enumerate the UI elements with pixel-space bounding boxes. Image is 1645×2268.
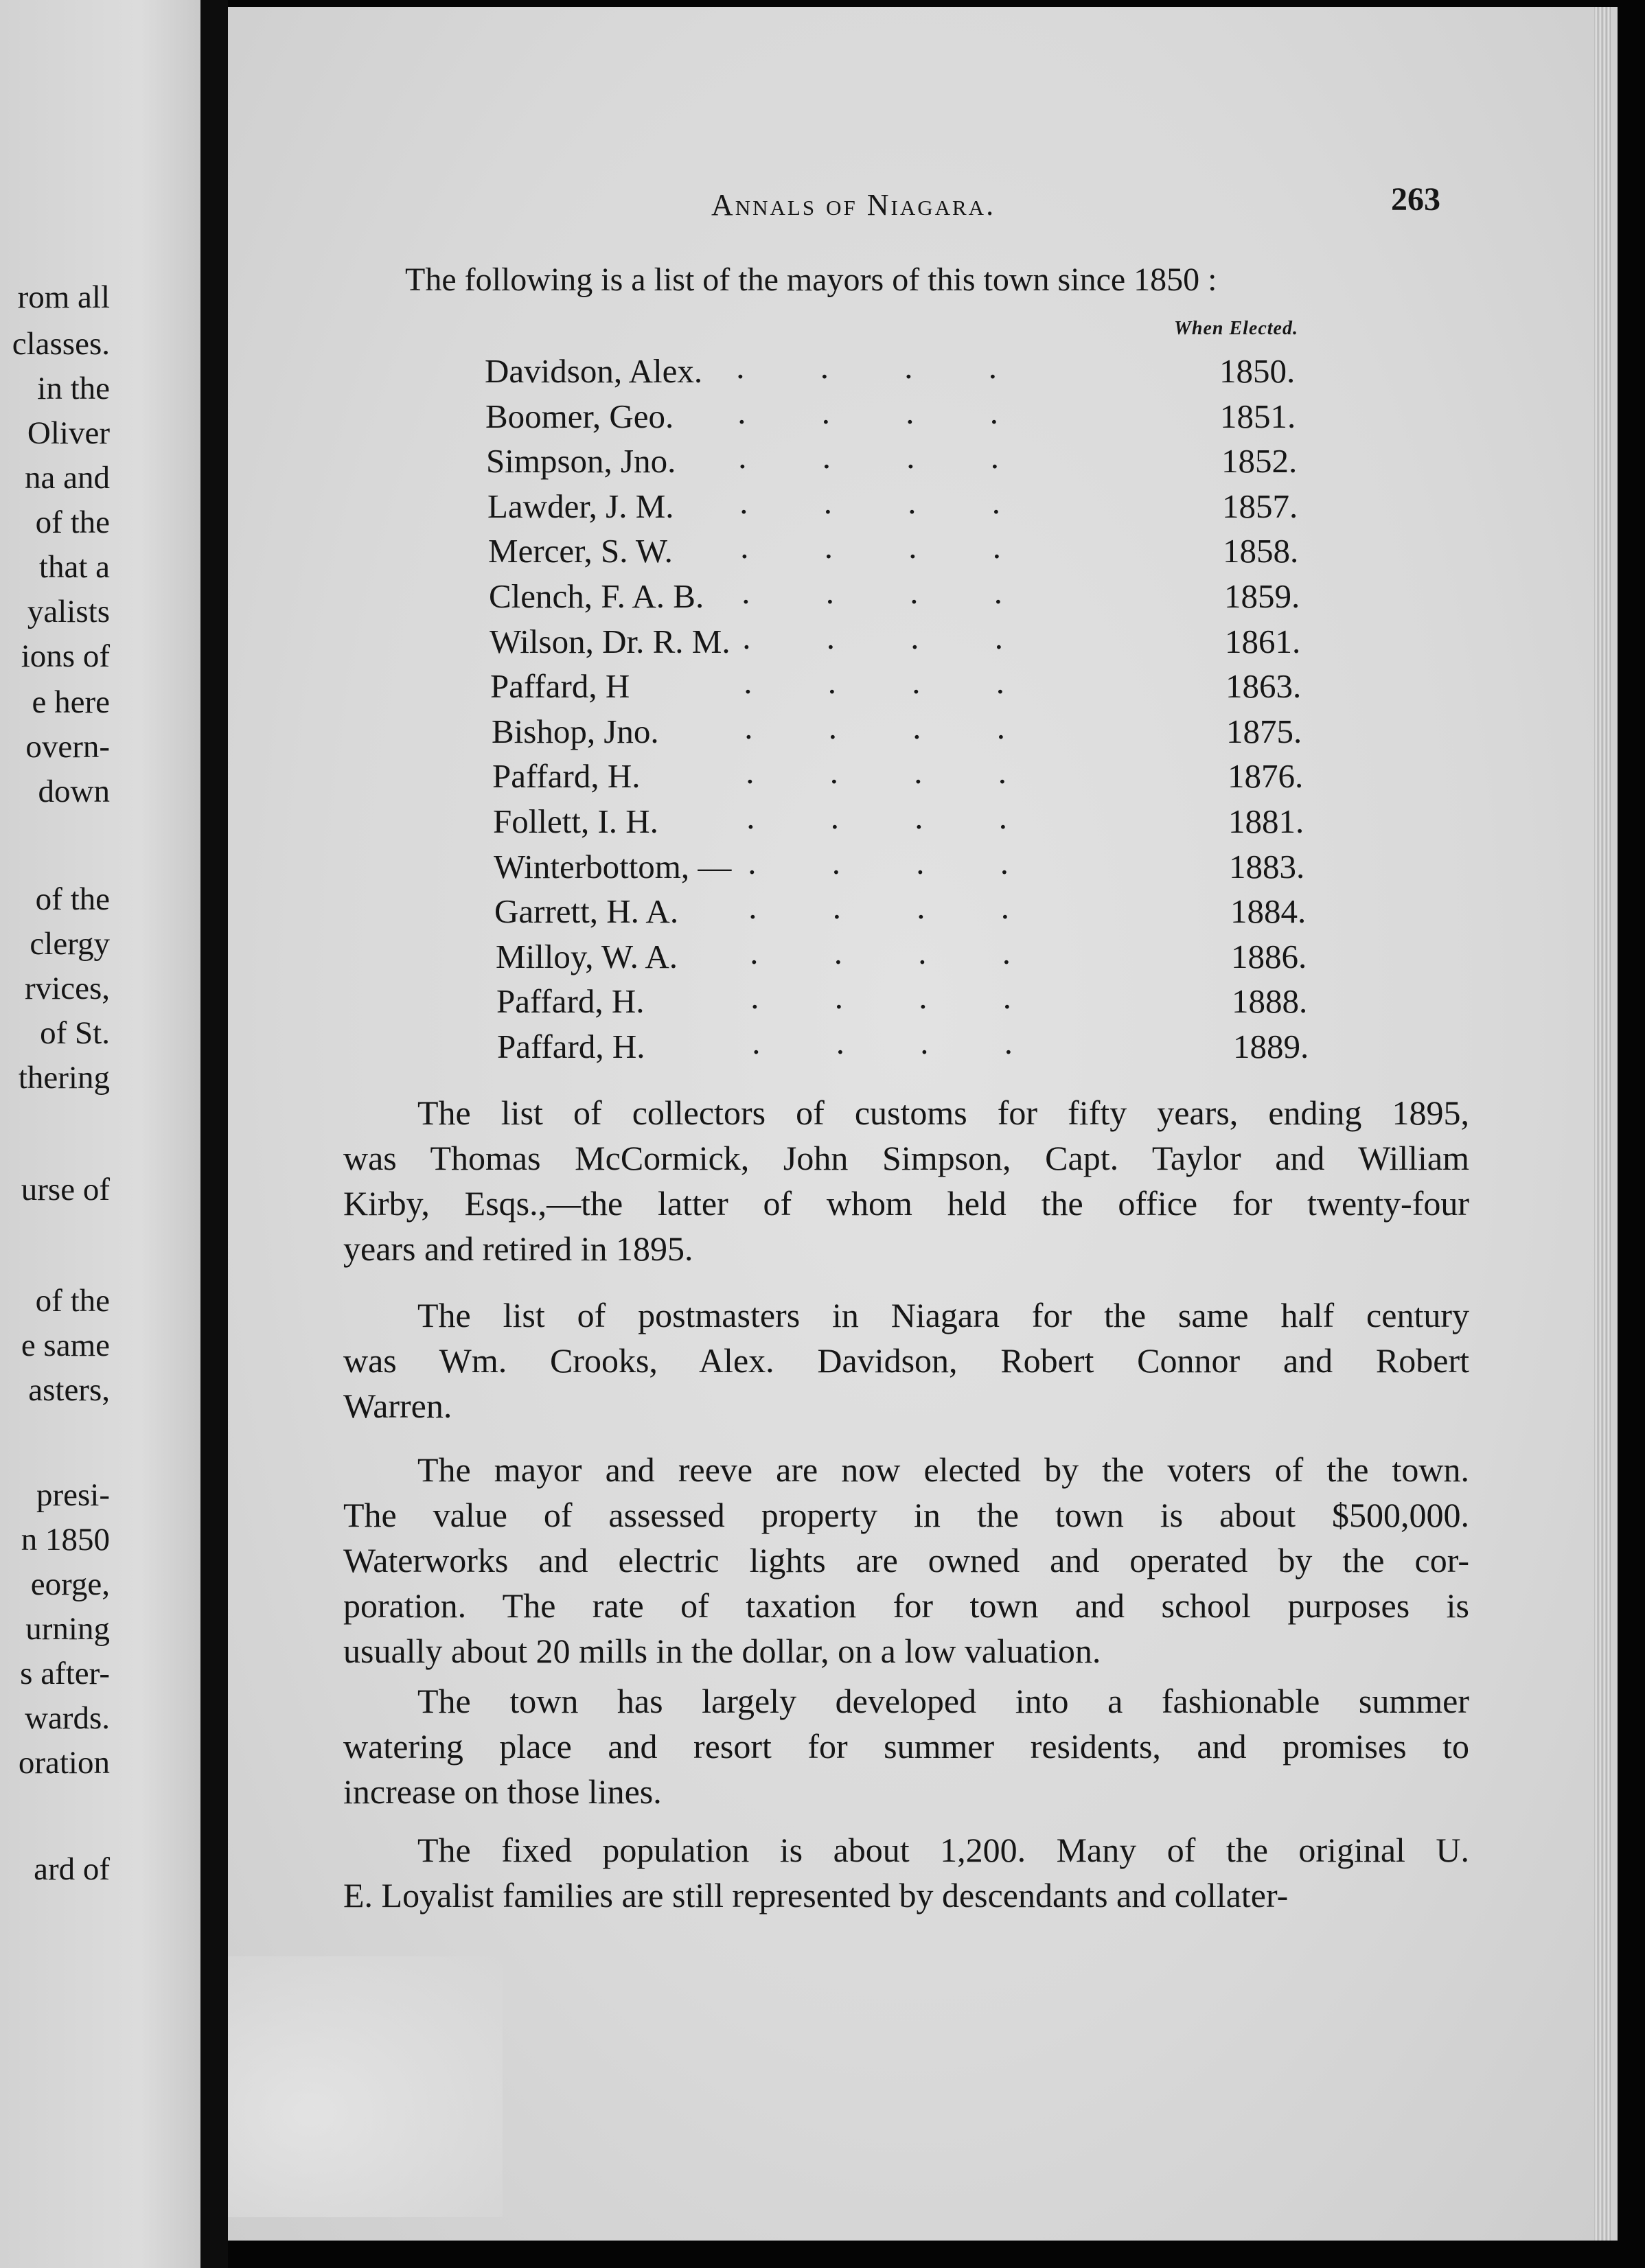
mayor-row xyxy=(0,528,1645,577)
mayor-name: Simpson, Jno. xyxy=(486,442,676,480)
text-line: increase on those lines. xyxy=(343,1772,662,1811)
mayor-row xyxy=(0,348,1645,397)
mayor-name: Davidson, Alex. xyxy=(485,352,703,390)
facing-page-line: wards. xyxy=(25,1700,110,1736)
paragraph xyxy=(343,1293,1469,1428)
dot-leaders: . . . . xyxy=(733,573,1002,611)
year-elected: 1859. xyxy=(1224,577,1300,615)
dot-leaders: . . . . xyxy=(741,934,1011,971)
year-elected: 1857. xyxy=(1222,487,1298,525)
text-line: The list of postmasters in Niagara for the same half century xyxy=(417,1296,1469,1334)
text-line: The fixed population is about 1,200. Many of the original U. xyxy=(417,1831,1469,1869)
facing-page-line: yalists xyxy=(27,594,110,629)
mayor-row xyxy=(0,393,1645,442)
mayor-name: Follett, I. H. xyxy=(493,802,658,840)
text-line: The mayor and reeve are now elected by the voters of the town. xyxy=(417,1450,1469,1489)
facing-page-line: na and xyxy=(25,460,110,496)
dot-leaders: . . . . xyxy=(729,393,998,431)
page-edge xyxy=(1611,7,1618,2241)
text-line: The value of assessed property in the town is about $500,000. xyxy=(343,1496,1469,1534)
mayor-row xyxy=(0,708,1645,757)
mayor-name: Mercer, S. W. xyxy=(488,532,673,570)
facing-page-line: e here xyxy=(32,684,110,720)
year-elected: 1883. xyxy=(1229,848,1305,886)
dot-leaders: . . . . xyxy=(738,798,1007,836)
mayor-row xyxy=(0,438,1645,487)
facing-page-line: presi- xyxy=(36,1477,110,1513)
mayor-name: Paffard, H xyxy=(490,667,630,705)
dot-leaders: . . . . xyxy=(730,438,999,476)
when-elected-heading: When Elected. xyxy=(1174,318,1298,339)
running-head: Annals of Niagara. xyxy=(711,188,996,222)
mayor-name: Paffard, H. xyxy=(492,757,641,795)
mayor-row xyxy=(0,618,1645,667)
mayor-row xyxy=(0,663,1645,712)
mayor-row xyxy=(0,934,1645,982)
year-elected: 1889. xyxy=(1233,1028,1309,1065)
facing-page-line: e same xyxy=(21,1328,110,1363)
year-elected: 1888. xyxy=(1232,982,1308,1020)
facing-page-line: ions of xyxy=(21,638,110,674)
mayor-name: Milloy, W. A. xyxy=(496,938,678,975)
facing-page-line: thering xyxy=(18,1060,110,1096)
year-elected: 1851. xyxy=(1220,397,1296,435)
dot-leaders: . . . . xyxy=(739,844,1009,881)
facing-page-line: ard of xyxy=(34,1851,110,1887)
facing-page-line: that a xyxy=(38,549,110,585)
year-elected: 1858. xyxy=(1223,532,1299,570)
dot-leaders: . . . . xyxy=(737,753,1006,791)
facing-page-line: asters, xyxy=(28,1372,110,1408)
facing-page-line: clergy xyxy=(30,926,110,962)
page-smudge xyxy=(228,1956,503,2217)
text-line: usually about 20 mills in the dollar, on a low valuation. xyxy=(343,1632,1101,1670)
mayor-name: Bishop, Jno. xyxy=(492,713,659,750)
mayor-row xyxy=(0,753,1645,802)
mayor-name: Paffard, H. xyxy=(496,982,645,1020)
text-line: The list of collectors of customs for fifty years, ending 1895, xyxy=(417,1094,1469,1132)
mayor-row xyxy=(0,844,1645,892)
dot-leaders: . . . . xyxy=(731,483,1000,521)
paragraph xyxy=(343,1090,1469,1271)
facing-page-line: rom all xyxy=(17,279,110,315)
year-elected: 1881. xyxy=(1228,802,1304,840)
facing-page-line: Oliver xyxy=(27,415,110,451)
year-elected: 1852. xyxy=(1221,442,1298,480)
text-line: poration. The rate of taxation for town and school purposes is xyxy=(343,1586,1469,1625)
facing-page-line: oration xyxy=(18,1745,110,1781)
facing-page-line: of the xyxy=(35,1283,110,1319)
dot-leaders: . . . . xyxy=(735,663,1004,701)
dot-leaders: . . . . xyxy=(728,348,997,386)
mayor-name: Wilson, Dr. R. M. xyxy=(490,623,731,660)
mayor-row xyxy=(0,978,1645,1027)
facing-page-line: n 1850 xyxy=(21,1522,110,1558)
facing-page-line: of the xyxy=(35,505,110,540)
facing-page-line: of the xyxy=(35,881,110,917)
year-elected: 1850. xyxy=(1219,352,1296,390)
facing-page-line: urning xyxy=(25,1611,110,1647)
facing-page-line: in the xyxy=(37,371,110,406)
text-line: Waterworks and electric lights are owned and operated by the cor- xyxy=(343,1541,1469,1579)
mayors-intro-line: The following is a list of the mayors of this town since 1850 : xyxy=(405,262,1217,298)
facing-page-line: classes. xyxy=(12,326,110,362)
mayor-name: Winterbottom, — xyxy=(494,848,732,886)
year-elected: 1884. xyxy=(1230,892,1307,930)
mayor-row xyxy=(0,798,1645,847)
text-line: was Thomas McCormick, John Simpson, Capt. Taylor and William xyxy=(343,1139,1469,1177)
text-line: watering place and resort for summer residents, and promises to xyxy=(343,1727,1469,1766)
year-elected: 1861. xyxy=(1225,623,1301,660)
mayor-row xyxy=(0,1023,1645,1072)
dot-leaders: . . . . xyxy=(742,978,1011,1016)
dot-leaders: . . . . xyxy=(744,1023,1013,1061)
facing-page-line: of St. xyxy=(40,1015,110,1051)
paragraph xyxy=(343,1827,1469,1918)
dot-leaders: . . . . xyxy=(734,618,1003,656)
facing-page-line: eorge, xyxy=(30,1566,110,1602)
mayor-row xyxy=(0,573,1645,622)
text-line: E. Loyalist families are still represented by descendants and collater- xyxy=(343,1876,1289,1914)
year-elected: 1876. xyxy=(1228,757,1304,795)
facing-page-line: s after- xyxy=(20,1656,110,1691)
text-line: The town has largely developed into a fashionable summer xyxy=(417,1682,1469,1720)
facing-page-line: overn- xyxy=(25,729,110,765)
year-elected: 1875. xyxy=(1226,713,1302,750)
facing-page-line: urse of xyxy=(21,1172,110,1207)
page-edge-stack xyxy=(1594,7,1611,2241)
dot-leaders: . . . . xyxy=(736,708,1005,746)
year-elected: 1863. xyxy=(1226,667,1302,705)
mayor-name: Boomer, Geo. xyxy=(485,397,674,435)
facing-page-line: down xyxy=(38,774,110,809)
text-line: was Wm. Crooks, Alex. Davidson, Robert Connor and Robert xyxy=(343,1341,1469,1380)
mayor-name: Clench, F. A. B. xyxy=(489,577,704,615)
mayor-name: Garrett, H. A. xyxy=(494,892,679,930)
mayor-row xyxy=(0,888,1645,937)
page-number: 263 xyxy=(1391,181,1440,218)
facing-page-left xyxy=(0,0,200,2268)
dot-leaders: . . . . xyxy=(740,888,1009,926)
paragraph xyxy=(343,1447,1469,1674)
text-line: Warren. xyxy=(343,1387,452,1425)
text-line: Kirby, Esqs.,—the latter of whom held the office for twenty-four xyxy=(343,1184,1469,1223)
text-line: years and retired in 1895. xyxy=(343,1229,693,1268)
paragraph xyxy=(343,1678,1469,1814)
year-elected: 1886. xyxy=(1231,938,1307,975)
book-gutter xyxy=(200,0,228,2268)
facing-page-line: rvices, xyxy=(25,971,110,1006)
mayor-name: Paffard, H. xyxy=(497,1028,645,1065)
mayor-name: Lawder, J. M. xyxy=(487,487,674,525)
dot-leaders: . . . . xyxy=(732,528,1001,566)
mayor-row xyxy=(0,483,1645,532)
